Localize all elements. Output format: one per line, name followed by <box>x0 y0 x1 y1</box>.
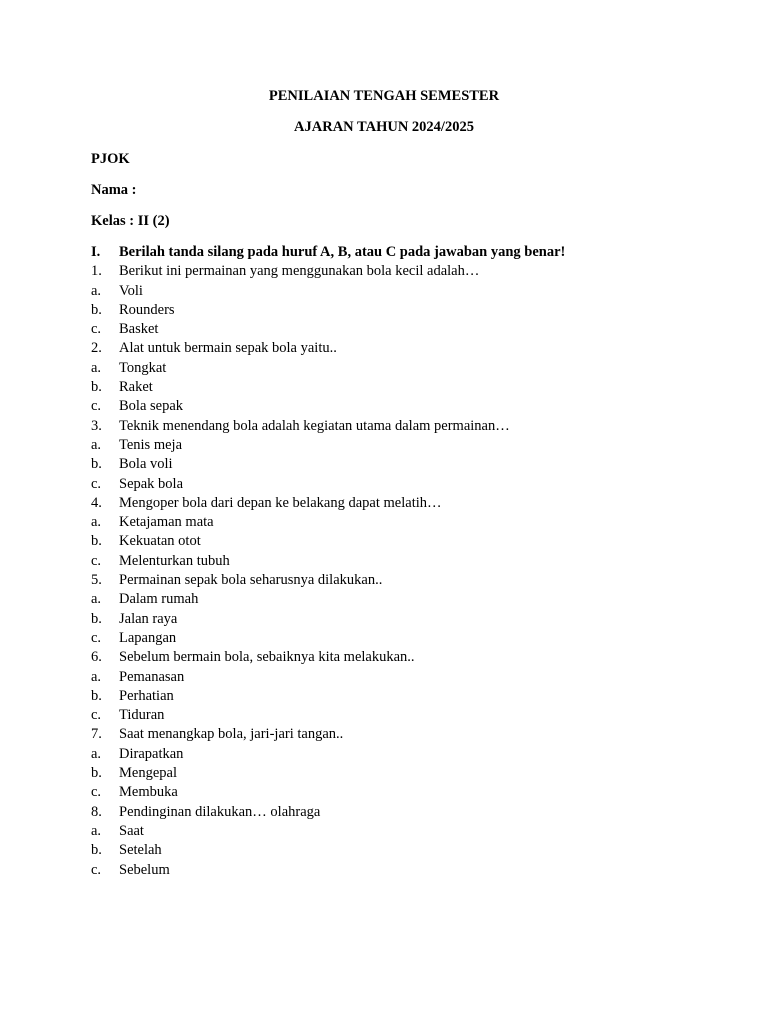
option-row <box>0 590 768 609</box>
option-letter: a. <box>91 514 102 531</box>
option-letter: b. <box>91 765 102 782</box>
question-number: 5. <box>91 572 102 589</box>
question-number: 2. <box>91 340 102 357</box>
option-row <box>0 513 768 532</box>
option-text: Raket <box>119 379 153 396</box>
question-row <box>0 571 768 590</box>
option-row <box>0 706 768 725</box>
question-text: Mengoper bola dari depan ke belakang dapat melatih… <box>119 494 442 511</box>
question-text: Sebelum bermain bola, sebaiknya kita melakukan.. <box>119 649 415 666</box>
option-letter: c. <box>91 321 102 338</box>
question-number: 4. <box>91 494 102 511</box>
option-text: Dirapatkan <box>119 745 184 762</box>
question-number: 6. <box>91 649 102 666</box>
option-row <box>0 745 768 764</box>
option-letter: a. <box>91 745 102 762</box>
option-letter: c. <box>91 552 102 569</box>
question-text: Pendinginan dilakukan… olahraga <box>119 803 321 820</box>
question-row <box>0 339 768 358</box>
option-row <box>0 320 768 339</box>
name-label: Nama : <box>91 182 137 198</box>
exam-title: PENILAIAN TENGAH SEMESTER <box>268 88 500 104</box>
option-row <box>0 610 768 629</box>
option-letter: c. <box>91 475 102 492</box>
option-text: Jalan raya <box>119 610 178 627</box>
option-row <box>0 378 768 397</box>
option-letter: c. <box>91 398 102 415</box>
question-text: Saat menangkap bola, jari-jari tangan.. <box>119 726 344 743</box>
option-text: Basket <box>119 321 159 338</box>
option-letter: b. <box>91 379 102 396</box>
question-row <box>0 262 768 281</box>
option-text: Tenis meja <box>119 436 183 453</box>
option-text: Dalam rumah <box>119 591 199 608</box>
option-text: Perhatian <box>119 687 174 704</box>
option-letter: a. <box>91 591 102 608</box>
section-instruction-row <box>0 243 768 262</box>
option-letter: b. <box>91 842 102 859</box>
option-row <box>0 687 768 706</box>
option-letter: c. <box>91 629 102 646</box>
section-instruction: Berilah tanda silang pada huruf A, B, atau C pada jawaban yang benar! <box>119 244 566 260</box>
question-row <box>0 725 768 744</box>
option-letter: a. <box>91 668 102 685</box>
subject-label: PJOK <box>91 151 130 167</box>
question-rows <box>0 262 768 880</box>
option-text: Pemanasan <box>119 668 185 685</box>
question-number: 3. <box>91 417 102 434</box>
option-letter: a. <box>91 436 102 453</box>
option-letter: a. <box>91 282 102 299</box>
option-row <box>0 822 768 841</box>
option-row <box>0 668 768 687</box>
section-numeral: I. <box>91 244 101 260</box>
question-row <box>0 803 768 822</box>
option-text: Bola voli <box>119 456 173 473</box>
option-letter: b. <box>91 301 102 318</box>
option-text: Ketajaman mata <box>119 514 214 531</box>
option-row <box>0 841 768 860</box>
option-row <box>0 783 768 802</box>
question-row <box>0 494 768 513</box>
option-text: Membuka <box>119 784 178 801</box>
option-row <box>0 282 768 301</box>
question-list <box>0 243 768 880</box>
option-text: Mengepal <box>119 765 177 782</box>
option-row <box>0 629 768 648</box>
option-letter: b. <box>91 456 102 473</box>
question-text: Teknik menendang bola adalah kegiatan utama dalam permainan… <box>119 417 510 434</box>
option-row <box>0 455 768 474</box>
option-text: Saat <box>119 822 144 839</box>
option-letter: b. <box>91 610 102 627</box>
option-row <box>0 359 768 378</box>
option-text: Kekuatan otot <box>119 533 201 550</box>
option-letter: b. <box>91 687 102 704</box>
academic-year: AJARAN TAHUN 2024/2025 <box>294 119 474 135</box>
question-number: 1. <box>91 263 102 280</box>
question-number: 8. <box>91 803 102 820</box>
option-text: Melenturkan tubuh <box>119 552 230 569</box>
option-text: Sebelum <box>119 861 170 878</box>
question-number: 7. <box>91 726 102 743</box>
question-text: Permainan sepak bola seharusnya dilakukan.. <box>119 572 383 589</box>
option-text: Voli <box>119 282 143 299</box>
option-row <box>0 552 768 571</box>
option-row <box>0 301 768 320</box>
option-text: Sepak bola <box>119 475 184 492</box>
option-letter: c. <box>91 861 102 878</box>
option-row <box>0 861 768 880</box>
option-text: Lapangan <box>119 629 177 646</box>
option-row <box>0 436 768 455</box>
option-text: Bola sepak <box>119 398 184 415</box>
question-row <box>0 417 768 436</box>
option-letter: c. <box>91 707 102 724</box>
option-letter: c. <box>91 784 102 801</box>
option-letter: a. <box>91 359 102 376</box>
option-row <box>0 475 768 494</box>
option-text: Rounders <box>119 301 175 318</box>
option-text: Setelah <box>119 842 162 859</box>
class-label: Kelas : II (2) <box>91 213 170 229</box>
question-text: Berikut ini permainan yang menggunakan bola kecil adalah… <box>119 263 480 280</box>
option-row <box>0 397 768 416</box>
option-row <box>0 532 768 551</box>
option-letter: b. <box>91 533 102 550</box>
question-row <box>0 648 768 667</box>
option-row <box>0 764 768 783</box>
question-text: Alat untuk bermain sepak bola yaitu.. <box>119 340 337 357</box>
option-letter: a. <box>91 822 102 839</box>
option-text: Tiduran <box>119 707 165 724</box>
option-text: Tongkat <box>119 359 167 376</box>
